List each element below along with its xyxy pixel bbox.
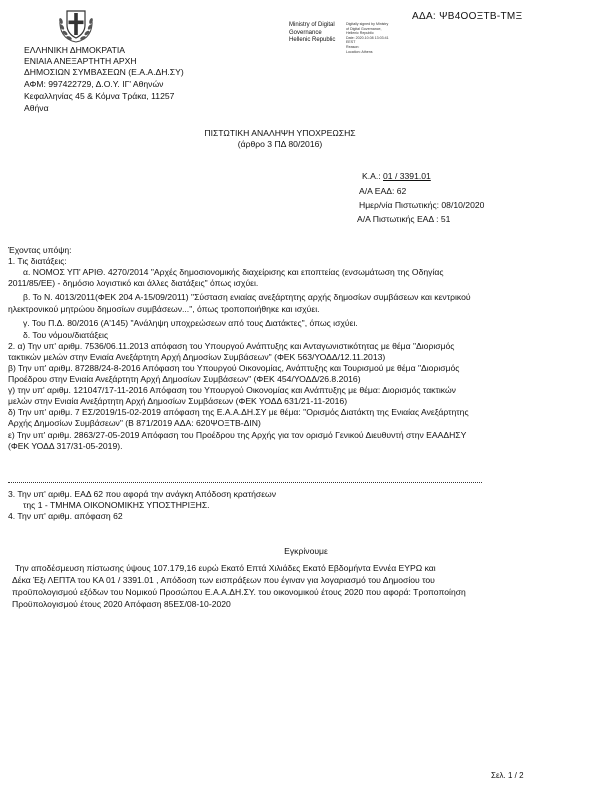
signature-detail-line: of Digital Governance, xyxy=(346,26,382,31)
body-line: α. ΝΟΜΟΣ ΥΠ' ΑΡΙΘ. 4270/2014 "Αρχές δημοσιονομικής διαχείρισης και εποπτείας (ενσωμάτωση της Οδηγίας xyxy=(23,267,444,277)
signature-detail-line: Digitally signed by Ministry xyxy=(346,22,389,26)
signature-signer xyxy=(289,22,335,45)
ka-label: Κ.Α.: xyxy=(362,171,384,181)
body-line: 1. Τις διατάξεις: xyxy=(8,256,67,266)
ka-line xyxy=(362,171,431,182)
body-line: δ) Την υπ' αριθμ. 7 ΕΣ/2019/15-02-2019 απόφαση της Ε.Α.Α.ΔΗ.ΣΥ με θέμα: "Ορισμός Διατάκτη της Ενιαίας Ανεξάρτητης xyxy=(8,407,469,417)
body-line: τακτικών μελών στην Ενιαία Ανεξάρτητη Αρχή Δημοσίων Συμβάσεων" (ΦΕΚ 563/ΥΟΔΔ/12.11.2013) xyxy=(8,352,386,362)
signature-details xyxy=(346,22,389,54)
intro-line: Έχοντας υπόψη: xyxy=(8,245,72,255)
greek-emblem-icon xyxy=(56,7,96,45)
approval-line: προϋπολογισμού εξόδων του Νομικού Προσώπου Ε.Α.Α.ΔΗ.ΣΥ. του οικονομικού έτους 2020 που αφορά: Τροποποίηση xyxy=(12,587,466,597)
signature-line: Ministry of Digital xyxy=(289,22,335,28)
ead-number: Α/Α ΕΑΔ: 62 xyxy=(359,186,407,196)
body-line: β. Το Ν. 4013/2011(ΦΕΚ 204 Α-15/09/2011) "Σύσταση ενιαίας ανεξάρτητης αρχής δημοσίων συμβάσεων και κεντρικού xyxy=(23,292,471,302)
signature-line: Governance xyxy=(289,29,322,36)
signature-detail-line: Reason: xyxy=(346,44,360,49)
body-line: μελών στην Ενιαία Ανεξάρτητη Αρχή Δημοσίων Συμβάσεων (ΦΕΚ ΥΟΔΔ 631/21-11-2016) xyxy=(8,396,348,406)
digital-signature-stamp xyxy=(289,22,407,54)
ada-code: ΑΔΑ: ΨΒ4ΟΟΞΤΒ-ΤΜΞ xyxy=(412,11,523,22)
approval-line: Δέκα Έξι ΛΕΠΤΑ του ΚΑ 01 / 3391.01 , Απόδοση των εισπράξεων που έγιναν για λογαριασμό του Δημοσίου του xyxy=(12,575,435,585)
body-line: (ΦΕΚ ΥΟΔΔ 317/31-05-2019). xyxy=(8,441,123,451)
body-line: β) Την υπ' αριθμ. 87288/24-8-2016 Απόφαση του Υπουργού Οικονομίας, Ανάπτυξης και Τουρισμού με θέμα "Διορισμός xyxy=(8,363,460,373)
ka-value: 01 / 3391.01 xyxy=(383,171,431,181)
credit-date: Ημερ/νία Πιστωτικής: 08/10/2020 xyxy=(359,200,485,210)
title-sub: (άρθρο 3 ΠΔ 80/2016) xyxy=(237,139,323,149)
body-line: ε) Την υπ' αριθμ. 2863/27-05-2019 Απόφαση του Προέδρου της Αρχής για τον ορισμό Γενικού Διευθυντή στην ΕΑΑΔΗΣΥ xyxy=(8,430,467,440)
signature-detail-line: EEST xyxy=(346,40,356,45)
page-number: Σελ. 1 / 2 xyxy=(491,771,524,780)
issuer-line: ΔΗΜΟΣΙΩΝ ΣΥΜΒΑΣΕΩΝ (Ε.Α.Α.ΔΗ.ΣΥ) xyxy=(24,67,184,77)
body-line: γ) την υπ' αριθμ. 121047/17-11-2016 Απόφαση του Υπουργού Οικονομίας και Ανάπτυξης με θέμα: Διορισμός τακτικών xyxy=(8,385,456,395)
body-line: γ. Του Π.Δ. 80/2016 (Α'145) "Ανάληψη υποχρεώσεων από τους Διατάκτες", όπως ισχύει. xyxy=(23,318,358,328)
issuer-line: ΑΦΜ: 997422729, Δ.Ο.Υ. ΙΓ' Αθηνών xyxy=(24,79,164,89)
body-line: δ. Του νόμου/διατάξεις xyxy=(23,330,109,340)
body-line: της 1 - ΤΜΗΜΑ ΟΙΚΟΝΟΜΙΚΗΣ ΥΠΟΣΤΗΡΙΞΗΣ. xyxy=(23,500,210,510)
body-line: ηλεκτρονικού μητρώου δημοσίων συμβάσεων...", όπως τροποποιήθηκε και ισχύει. xyxy=(8,304,320,314)
approval-heading: Εγκρίνουμε xyxy=(284,546,328,556)
body-line: 3. Την υπ' αριθμ. ΕΑΔ 62 που αφορά την ανάγκη Απόδοση κρατήσεων xyxy=(8,489,277,499)
issuer-line: ΕΝΙΑΙΑ ΑΝΕΞΑΡΤΗΤΗ ΑΡΧΗ xyxy=(24,56,137,66)
signature-detail-line: Date: 2020.10.08 13:03:41 xyxy=(346,35,389,40)
signature-detail-line: Hellenic Republic xyxy=(346,31,374,36)
body-line: Αρχής Δημοσίων Συμβάσεων" (Β 871/2019 ΑΔΑ: 620ΨΟΞΤΒ-ΔΙΝ) xyxy=(8,418,261,428)
body-line: 2. α) Την υπ' αριθμ. 7536/06.11.2013 απόφαση του Υπουργού Ανάπτυξης και Ανταγωνιστικότητας με θέμα "Διορισμός xyxy=(8,341,455,351)
title-main: ΠΙΣΤΩΤΙΚΗ ΑΝΑΛΗΨΗ ΥΠΟΧΡΕΩΣΗΣ xyxy=(204,128,356,138)
credit-number: Α/Α Πιστωτικής ΕΑΔ : 51 xyxy=(357,214,451,224)
approval-line: Προϋπολογισμού έτους 2020 Απόφαση 85ΕΣ/08-10-2020 xyxy=(12,599,231,609)
issuer-line: ΕΛΛΗΝΙΚΗ ΔΗΜΟΚΡΑΤΙΑ xyxy=(24,45,125,55)
body-line: 2011/85/ΕΕ) - δημόσιο λογιστικό και άλλες διατάξεις" όπως ισχύει. xyxy=(8,278,259,288)
body-line: Προέδρου στην Ενιαία Ανεξάρτητη Αρχή Δημοσίων Συμβάσεων" (ΦΕΚ 454/ΥΟΔΔ/26.8.2016) xyxy=(8,374,361,384)
body-line: 4. Την υπ' αριθμ. απόφαση 62 xyxy=(8,511,123,521)
issuer-line: Αθήνα xyxy=(24,103,49,113)
signature-line: Hellenic Republic xyxy=(289,37,336,43)
document-title xyxy=(150,128,410,150)
dotted-separator xyxy=(8,482,482,483)
signature-detail-line: Location: Athens xyxy=(346,49,373,54)
approval-line: Την αποδέσμευση πίστωσης ύψους 107.179,16 ευρώ Εκατό Επτά Χιλιάδες Εκατό Εβδομήντα Εννέα ΕΥΡΩ και xyxy=(15,563,436,573)
issuer-line: Κεφαλληνίας 45 & Κόμνα Τράκα, 11257 xyxy=(24,91,175,101)
